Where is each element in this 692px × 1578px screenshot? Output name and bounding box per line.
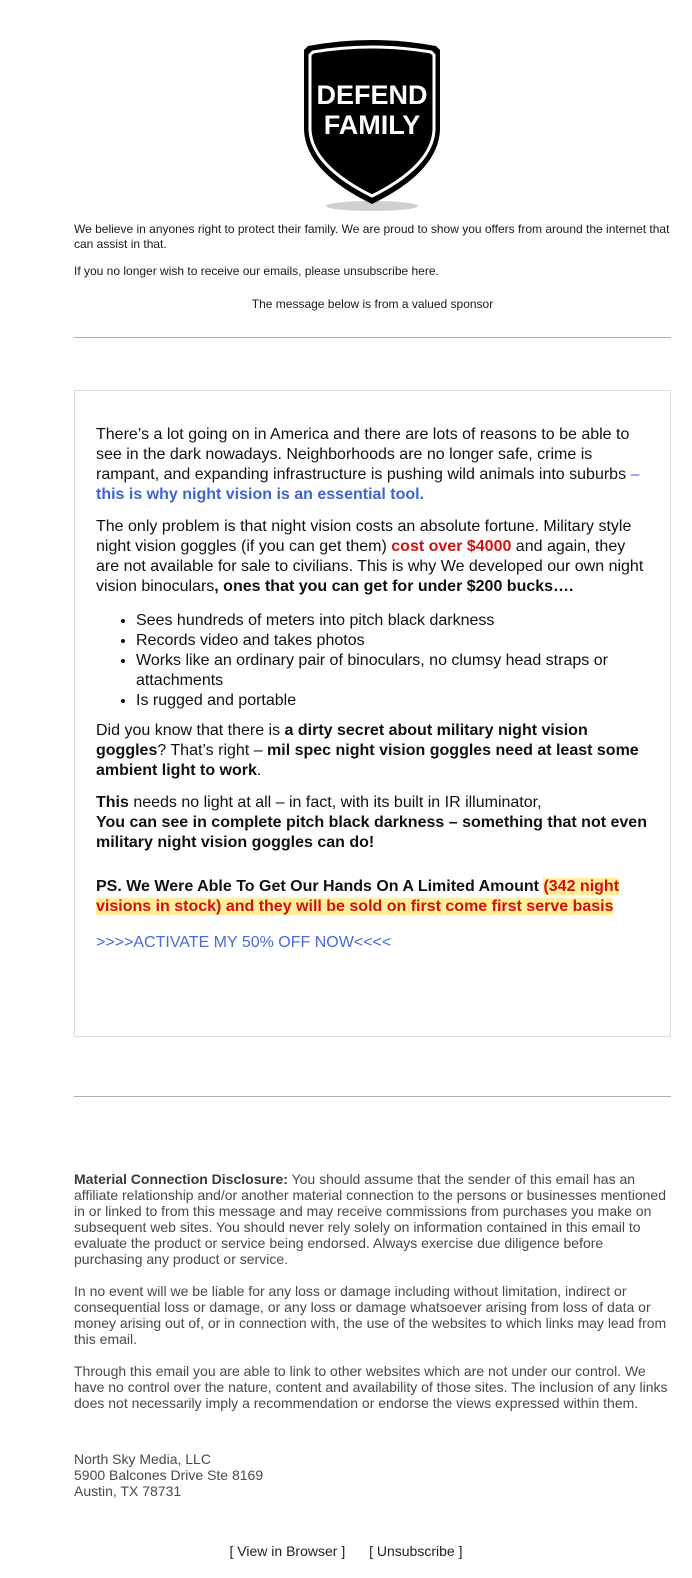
logo-text-line1: DEFEND	[316, 80, 428, 110]
ad-p2-text-b: and again, they are not available for sale to civilians. This is why We developed our own night vision binoculars	[96, 538, 644, 595]
ad-ps-paragraph	[96, 877, 652, 917]
feature-item: • Is rugged and portable	[136, 691, 652, 711]
feature-list	[96, 611, 652, 711]
ad-p3-text-b: ? That’s right –	[157, 742, 268, 759]
unsubscribe-notice[interactable]: If you no longer wish to receive our emails, please unsubscribe here.	[74, 264, 439, 278]
disclosure-section	[74, 1171, 671, 1427]
divider-bottom	[74, 1096, 671, 1097]
divider-top	[74, 337, 671, 338]
ad-paragraph-4	[96, 793, 652, 853]
ad-ps-highlight: (342 night visions in stock) and they will be sold on first come first serve basis	[96, 878, 620, 915]
ad-p1-dash: –	[630, 466, 640, 483]
disclosure-paragraph-1	[74, 1171, 671, 1267]
ad-p3-text-c: .	[256, 762, 262, 779]
ad-p3-bold-1: a dirty secret about military night vision goggles	[96, 722, 588, 759]
footer-links	[0, 1543, 692, 1559]
logo-text-line2: FAMILY	[323, 110, 421, 140]
ad-paragraph-3	[96, 721, 652, 781]
sponsor-message-box	[74, 390, 671, 1037]
ad-p1-text: There’s a lot going on in America and there are lots of reasons to be able to see in the dark nowadays. Neighborhoods are no longer safe, crime is rampant, and expanding infrastructure is pushing wild animals into suburbs	[96, 426, 631, 483]
sponsor-message-content	[96, 425, 652, 953]
intro-section	[74, 222, 671, 279]
ad-paragraph-1	[96, 425, 652, 505]
ad-p2-bold: , ones that you can get for under $200 bucks….	[214, 578, 574, 595]
ad-p4-bold-2: You can see in complete pitch black darkness – something that not even military night vision goggles can do!	[96, 814, 647, 851]
company-address	[74, 1451, 263, 1499]
disclosure-title: Material Connection Disclosure:	[74, 1171, 288, 1187]
ad-p4-bold: This	[96, 794, 129, 811]
company-city: Austin, TX 78731	[74, 1483, 182, 1499]
ad-p4-text: needs no light at all – in fact, with its built in IR illuminator,	[128, 794, 542, 811]
company-street: 5900 Balcones Drive Ste 8169	[74, 1467, 264, 1483]
feature-item: • Records video and takes photos	[136, 631, 652, 651]
feature-item: • Works like an ordinary pair of binoculars, no clumsy head straps or attachments	[136, 651, 652, 691]
defend-family-shield-logo	[296, 38, 448, 214]
unsubscribe-link[interactable]: [ Unsubscribe ]	[369, 1543, 463, 1559]
ad-p2-text-a: The only problem is that night vision costs an absolute fortune. Military style night vision goggles (if you can get them)	[96, 518, 632, 555]
ad-ps-bold: PS. We Were Able To Get Our Hands On A Limited Amount	[96, 878, 544, 895]
sponsor-notice: The message below is from a valued sponsor	[251, 297, 494, 311]
disclosure-text-1: You should assume that the sender of this email has an affiliate relationship and/or another material connection to the persons or businesses mentioned in or linked to from this message and may receive commissions from purchases you make on subsequent web sites. You should never rely solely on information contained in this email to evaluate the product or service being endorsed. Always exercise due diligence before purchasing any product or service.	[74, 1171, 666, 1267]
feature-item: • Sees hundreds of meters into pitch black darkness	[136, 611, 652, 631]
ad-paragraph-2	[96, 517, 652, 597]
intro-paragraph: We believe in anyones right to protect their family. We are proud to show you offers from around the internet that can assist in that.	[74, 222, 670, 251]
ad-p2-price: cost over $4000	[391, 538, 512, 555]
view-in-browser-link[interactable]: [ View in Browser ]	[229, 1543, 346, 1559]
ad-p1-highlight: this is why night vision is an essential tool.	[96, 486, 425, 503]
ad-p3-text-a: Did you know that there is	[96, 722, 285, 739]
ad-p3-bold-2: mil spec night vision goggles need at least some ambient light to work	[96, 742, 639, 779]
company-name: North Sky Media, LLC	[74, 1451, 211, 1467]
disclosure-paragraph-3: Through this email you are able to link to other websites which are not under our control. We have no control over the nature, content and availability of those sites. The inclusion of any links does not necessarily imply a recommendation or endorse the views expressed within them.	[74, 1363, 668, 1411]
disclosure-paragraph-2: In no event will we be liable for any loss or damage including without limitation, indirect or consequential loss or damage, or any loss or damage whatsoever arising from loss of data or money arising out of, or in connection with, the use of the websites to which links may lead from this email.	[74, 1283, 667, 1347]
activate-discount-link[interactable]: >>>>ACTIVATE MY 50% OFF NOW<<<<	[96, 934, 392, 951]
